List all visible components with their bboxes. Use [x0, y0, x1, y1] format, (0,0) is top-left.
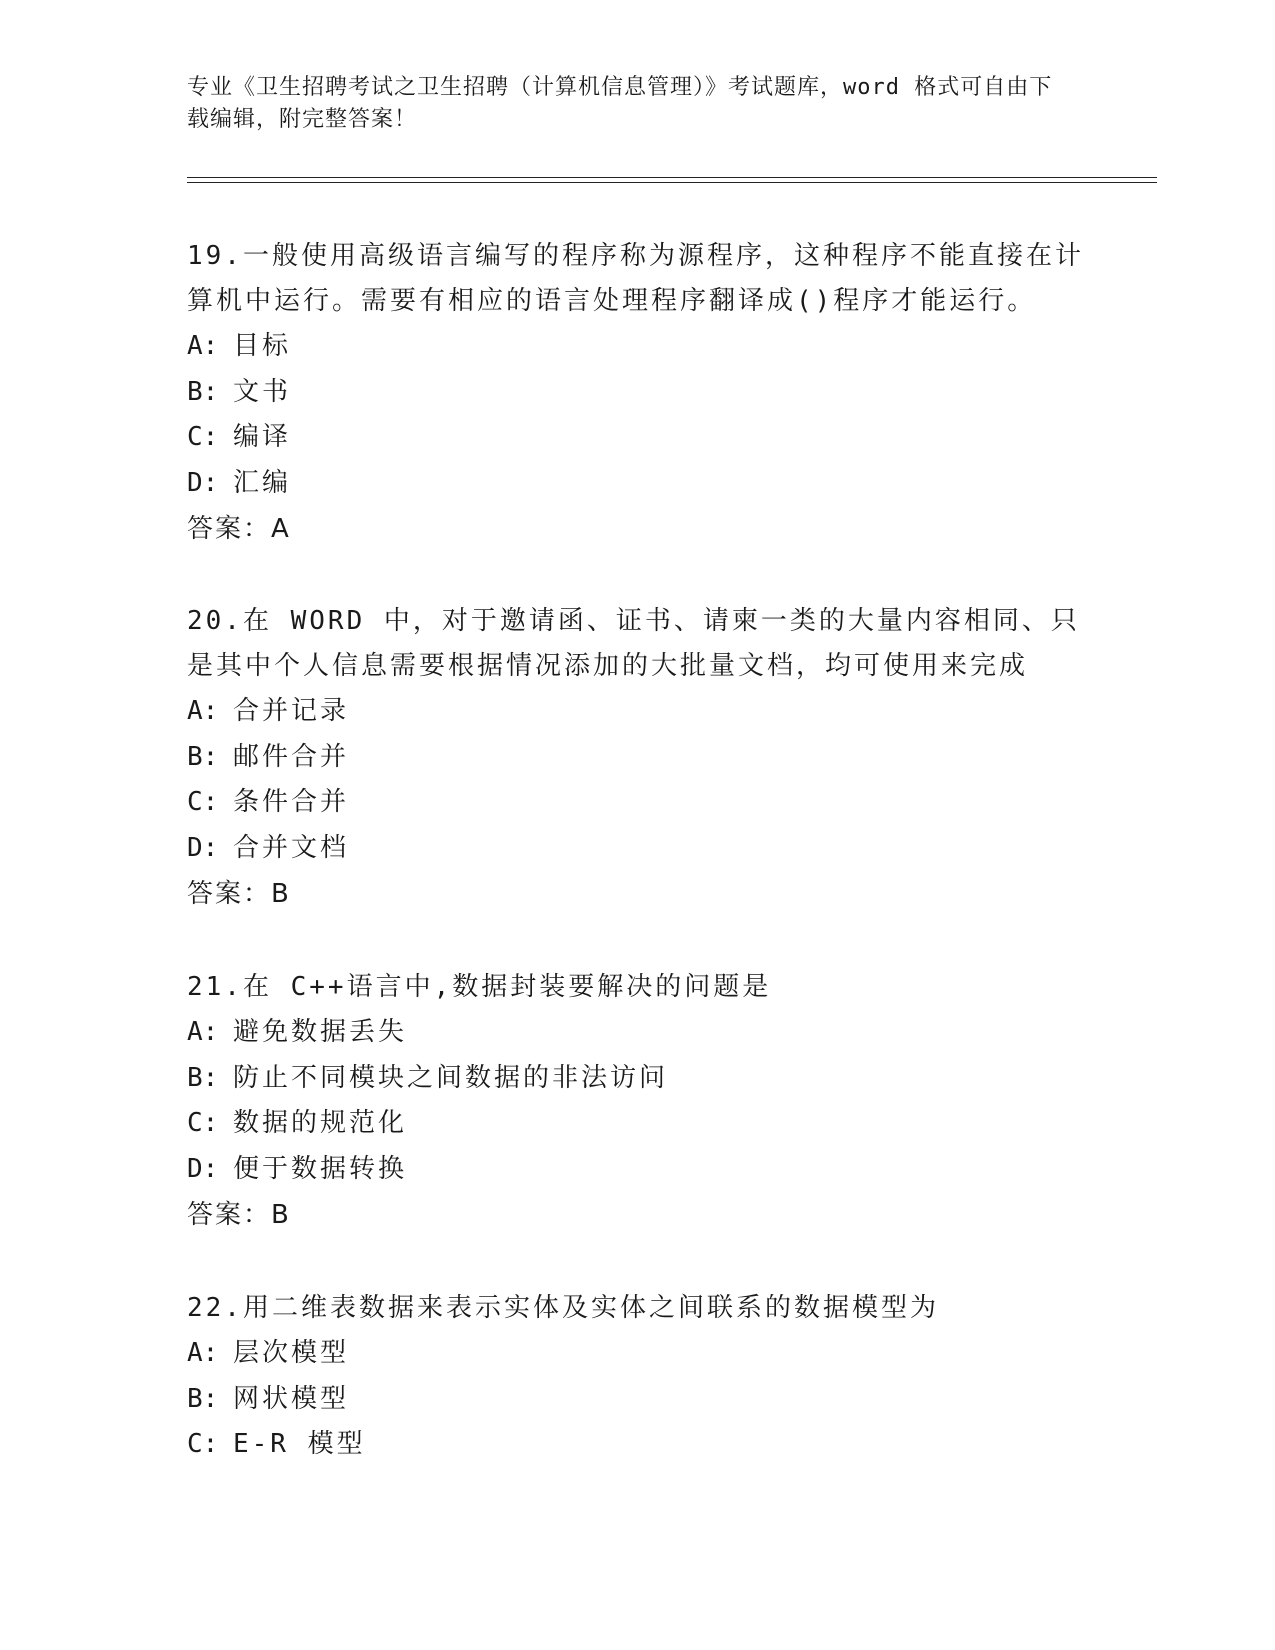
option-text: 编译 — [233, 422, 292, 452]
option-c — [187, 1422, 1087, 1468]
option-label: A: — [187, 1017, 219, 1047]
option-label: A: — [187, 331, 219, 361]
question-20 — [187, 599, 1087, 917]
option-label: A: — [187, 1338, 219, 1368]
question-stem: 21.在 C++语言中,数据封装要解决的问题是 — [187, 972, 772, 1002]
option-c — [187, 1101, 1087, 1147]
option-a — [187, 1010, 1087, 1056]
question-22 — [187, 1286, 1087, 1468]
option-label: D: — [187, 467, 219, 498]
option-label: A: — [187, 696, 219, 726]
option-label: B: — [187, 741, 219, 772]
option-b — [187, 370, 1087, 416]
option-label: C: — [187, 1108, 219, 1138]
question-stem: 22.用二维表数据来表示实体及实体之间联系的数据模型为 — [187, 1293, 939, 1323]
option-label: C: — [187, 1429, 219, 1459]
option-b — [187, 1056, 1087, 1102]
option-text: E-R 模型 — [233, 1429, 366, 1459]
answer-line: 答案：A — [187, 514, 291, 544]
option-text: 文书 — [233, 376, 292, 407]
option-label: D: — [187, 1153, 219, 1184]
option-text: 汇编 — [233, 467, 292, 498]
option-text: 避免数据丢失 — [233, 1017, 408, 1047]
option-text: 条件合并 — [233, 787, 350, 817]
header-divider-line — [187, 182, 1157, 183]
option-d — [187, 1147, 1087, 1193]
option-label: B: — [187, 376, 219, 407]
option-text: 层次模型 — [233, 1338, 350, 1368]
option-label: B: — [187, 1062, 219, 1093]
option-text: 目标 — [233, 331, 292, 361]
option-text: 合并记录 — [233, 696, 350, 726]
option-d — [187, 826, 1087, 872]
option-label: C: — [187, 422, 219, 452]
option-b — [187, 1377, 1087, 1423]
option-c — [187, 780, 1087, 826]
option-label: D: — [187, 832, 219, 863]
question-19 — [187, 234, 1087, 552]
option-label: C: — [187, 787, 219, 817]
answer-line: 答案：B — [187, 1200, 291, 1230]
question-stem: 20.在 WORD 中，对于邀请函、证书、请柬一类的大量内容相同、只是其中个人信息需要根据情况添加的大批量文档，均可使用来完成 — [187, 606, 1080, 681]
option-text: 网状模型 — [233, 1383, 350, 1414]
header-divider-line — [187, 177, 1157, 178]
question-stem: 19.一般使用高级语言编写的程序称为源程序，这种程序不能直接在计算机中运行。需要有相应的语言处理程序翻译成()程序才能运行。 — [187, 241, 1084, 316]
option-d — [187, 461, 1087, 507]
option-text: 防止不同模块之间数据的非法访问 — [233, 1062, 669, 1093]
answer-line: 答案：B — [187, 879, 291, 909]
option-a — [187, 689, 1087, 735]
option-c — [187, 415, 1087, 461]
option-text: 数据的规范化 — [233, 1108, 408, 1138]
option-a — [187, 1331, 1087, 1377]
option-text: 合并文档 — [233, 832, 350, 863]
option-label: B: — [187, 1383, 219, 1414]
option-text: 便于数据转换 — [233, 1153, 408, 1184]
question-21 — [187, 965, 1087, 1238]
option-text: 邮件合并 — [233, 741, 350, 772]
document-header: 专业《卫生招聘考试之卫生招聘（计算机信息管理）》考试题库，word 格式可自由下载编辑，附完整答案！ — [187, 75, 1053, 132]
option-b — [187, 735, 1087, 781]
option-a — [187, 324, 1087, 370]
